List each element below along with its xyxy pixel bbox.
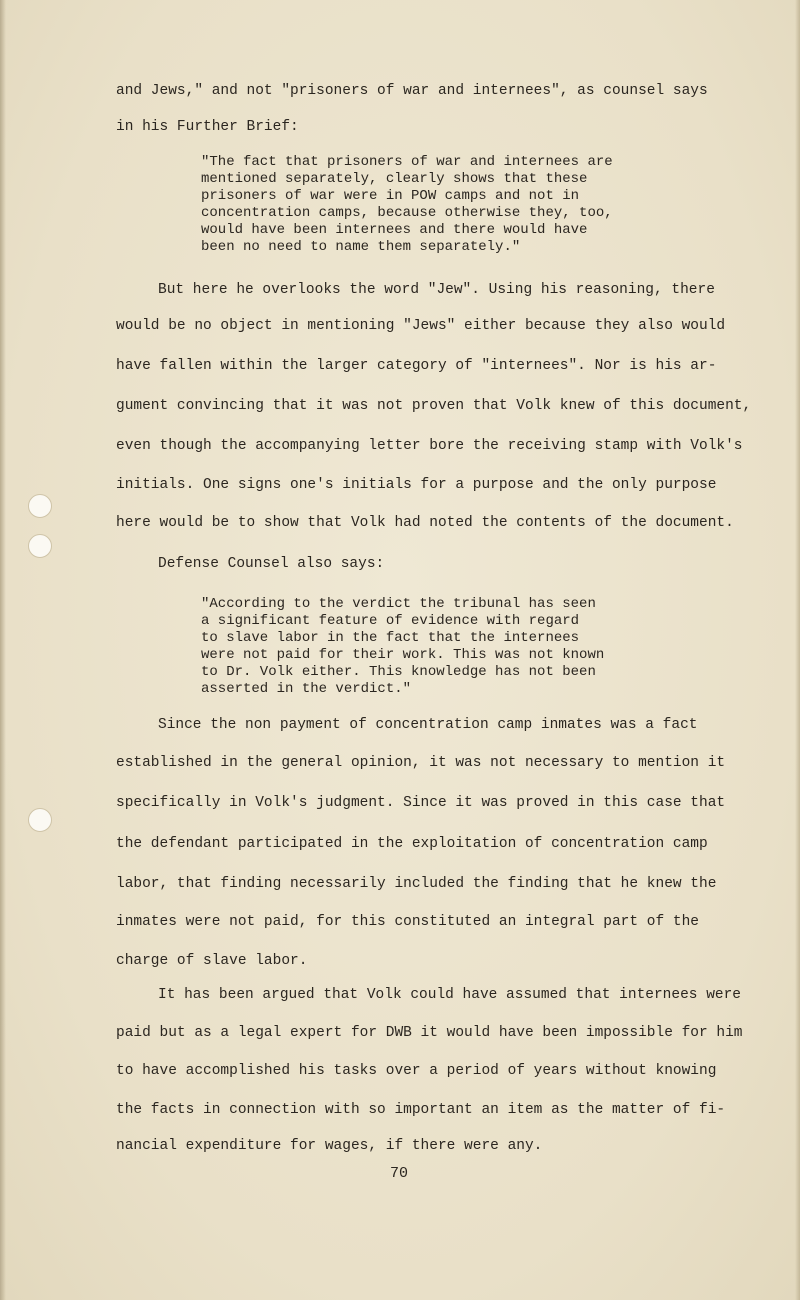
text-line: charge of slave labor. (116, 953, 308, 969)
text-line: and Jews," and not "prisoners of war and internees", as counsel says (116, 83, 708, 99)
text-line: have fallen within the larger category of "internees". Nor is his ar- (116, 358, 717, 374)
text-line: gument convincing that it was not proven that Volk knew of this document, (116, 398, 752, 414)
text-line: would be no object in mentioning "Jews" either because they also would (116, 318, 726, 334)
text-line: initials. One signs one's initials for a purpose and the only purpose (116, 477, 717, 493)
text-line: nancial expenditure for wages, if there were any. (116, 1138, 543, 1154)
quote-line: a significant feature of evidence with regard (201, 613, 580, 629)
text-line: It has been argued that Volk could have assumed that internees were (158, 987, 741, 1003)
punch-hole (28, 494, 52, 518)
quote-line: to slave labor in the fact that the internees (201, 630, 580, 646)
text-line: the defendant participated in the exploitation of concentration camp (116, 836, 708, 852)
quote-line: concentration camps, because otherwise they, too, (201, 205, 613, 221)
text-line: But here he overlooks the word "Jew". Using his reasoning, there (158, 282, 715, 298)
punch-hole (28, 534, 52, 558)
quote-line: would have been internees and there would have (201, 222, 588, 238)
quote-line: prisoners of war were in POW camps and not in (201, 188, 580, 204)
text-line: specifically in Volk's judgment. Since it was proved in this case that (116, 795, 726, 811)
text-line: Defense Counsel also says: (158, 556, 385, 572)
quote-line: "According to the verdict the tribunal has seen (201, 596, 596, 612)
text-line: the facts in connection with so important an item as the matter of fi- (116, 1102, 726, 1118)
punch-hole (28, 808, 52, 832)
text-line: in his Further Brief: (116, 119, 299, 135)
quote-line: "The fact that prisoners of war and internees are (201, 154, 613, 170)
quote-line: were not paid for their work. This was not known (201, 647, 605, 663)
text-line: inmates were not paid, for this constituted an integral part of the (116, 914, 699, 930)
quote-line: been no need to name them separately." (201, 239, 521, 255)
quote-line: asserted in the verdict." (201, 681, 412, 697)
text-line: Since the non payment of concentration camp inmates was a fact (158, 717, 698, 733)
quote-line: to Dr. Volk either. This knowledge has not been (201, 664, 596, 680)
text-line: to have accomplished his tasks over a period of years without knowing (116, 1063, 717, 1079)
quote-line: mentioned separately, clearly shows that these (201, 171, 588, 187)
text-line: established in the general opinion, it was not necessary to mention it (116, 755, 726, 771)
text-line: paid but as a legal expert for DWB it would have been impossible for him (116, 1025, 743, 1041)
text-line: here would be to show that Volk had noted the contents of the document. (116, 515, 734, 531)
page-number: 70 (390, 1165, 409, 1182)
text-line: even though the accompanying letter bore the receiving stamp with Volk's (116, 438, 743, 454)
page-edge-left (0, 0, 6, 1300)
text-line: labor, that finding necessarily included the finding that he knew the (116, 876, 717, 892)
page-edge-right (795, 0, 800, 1300)
